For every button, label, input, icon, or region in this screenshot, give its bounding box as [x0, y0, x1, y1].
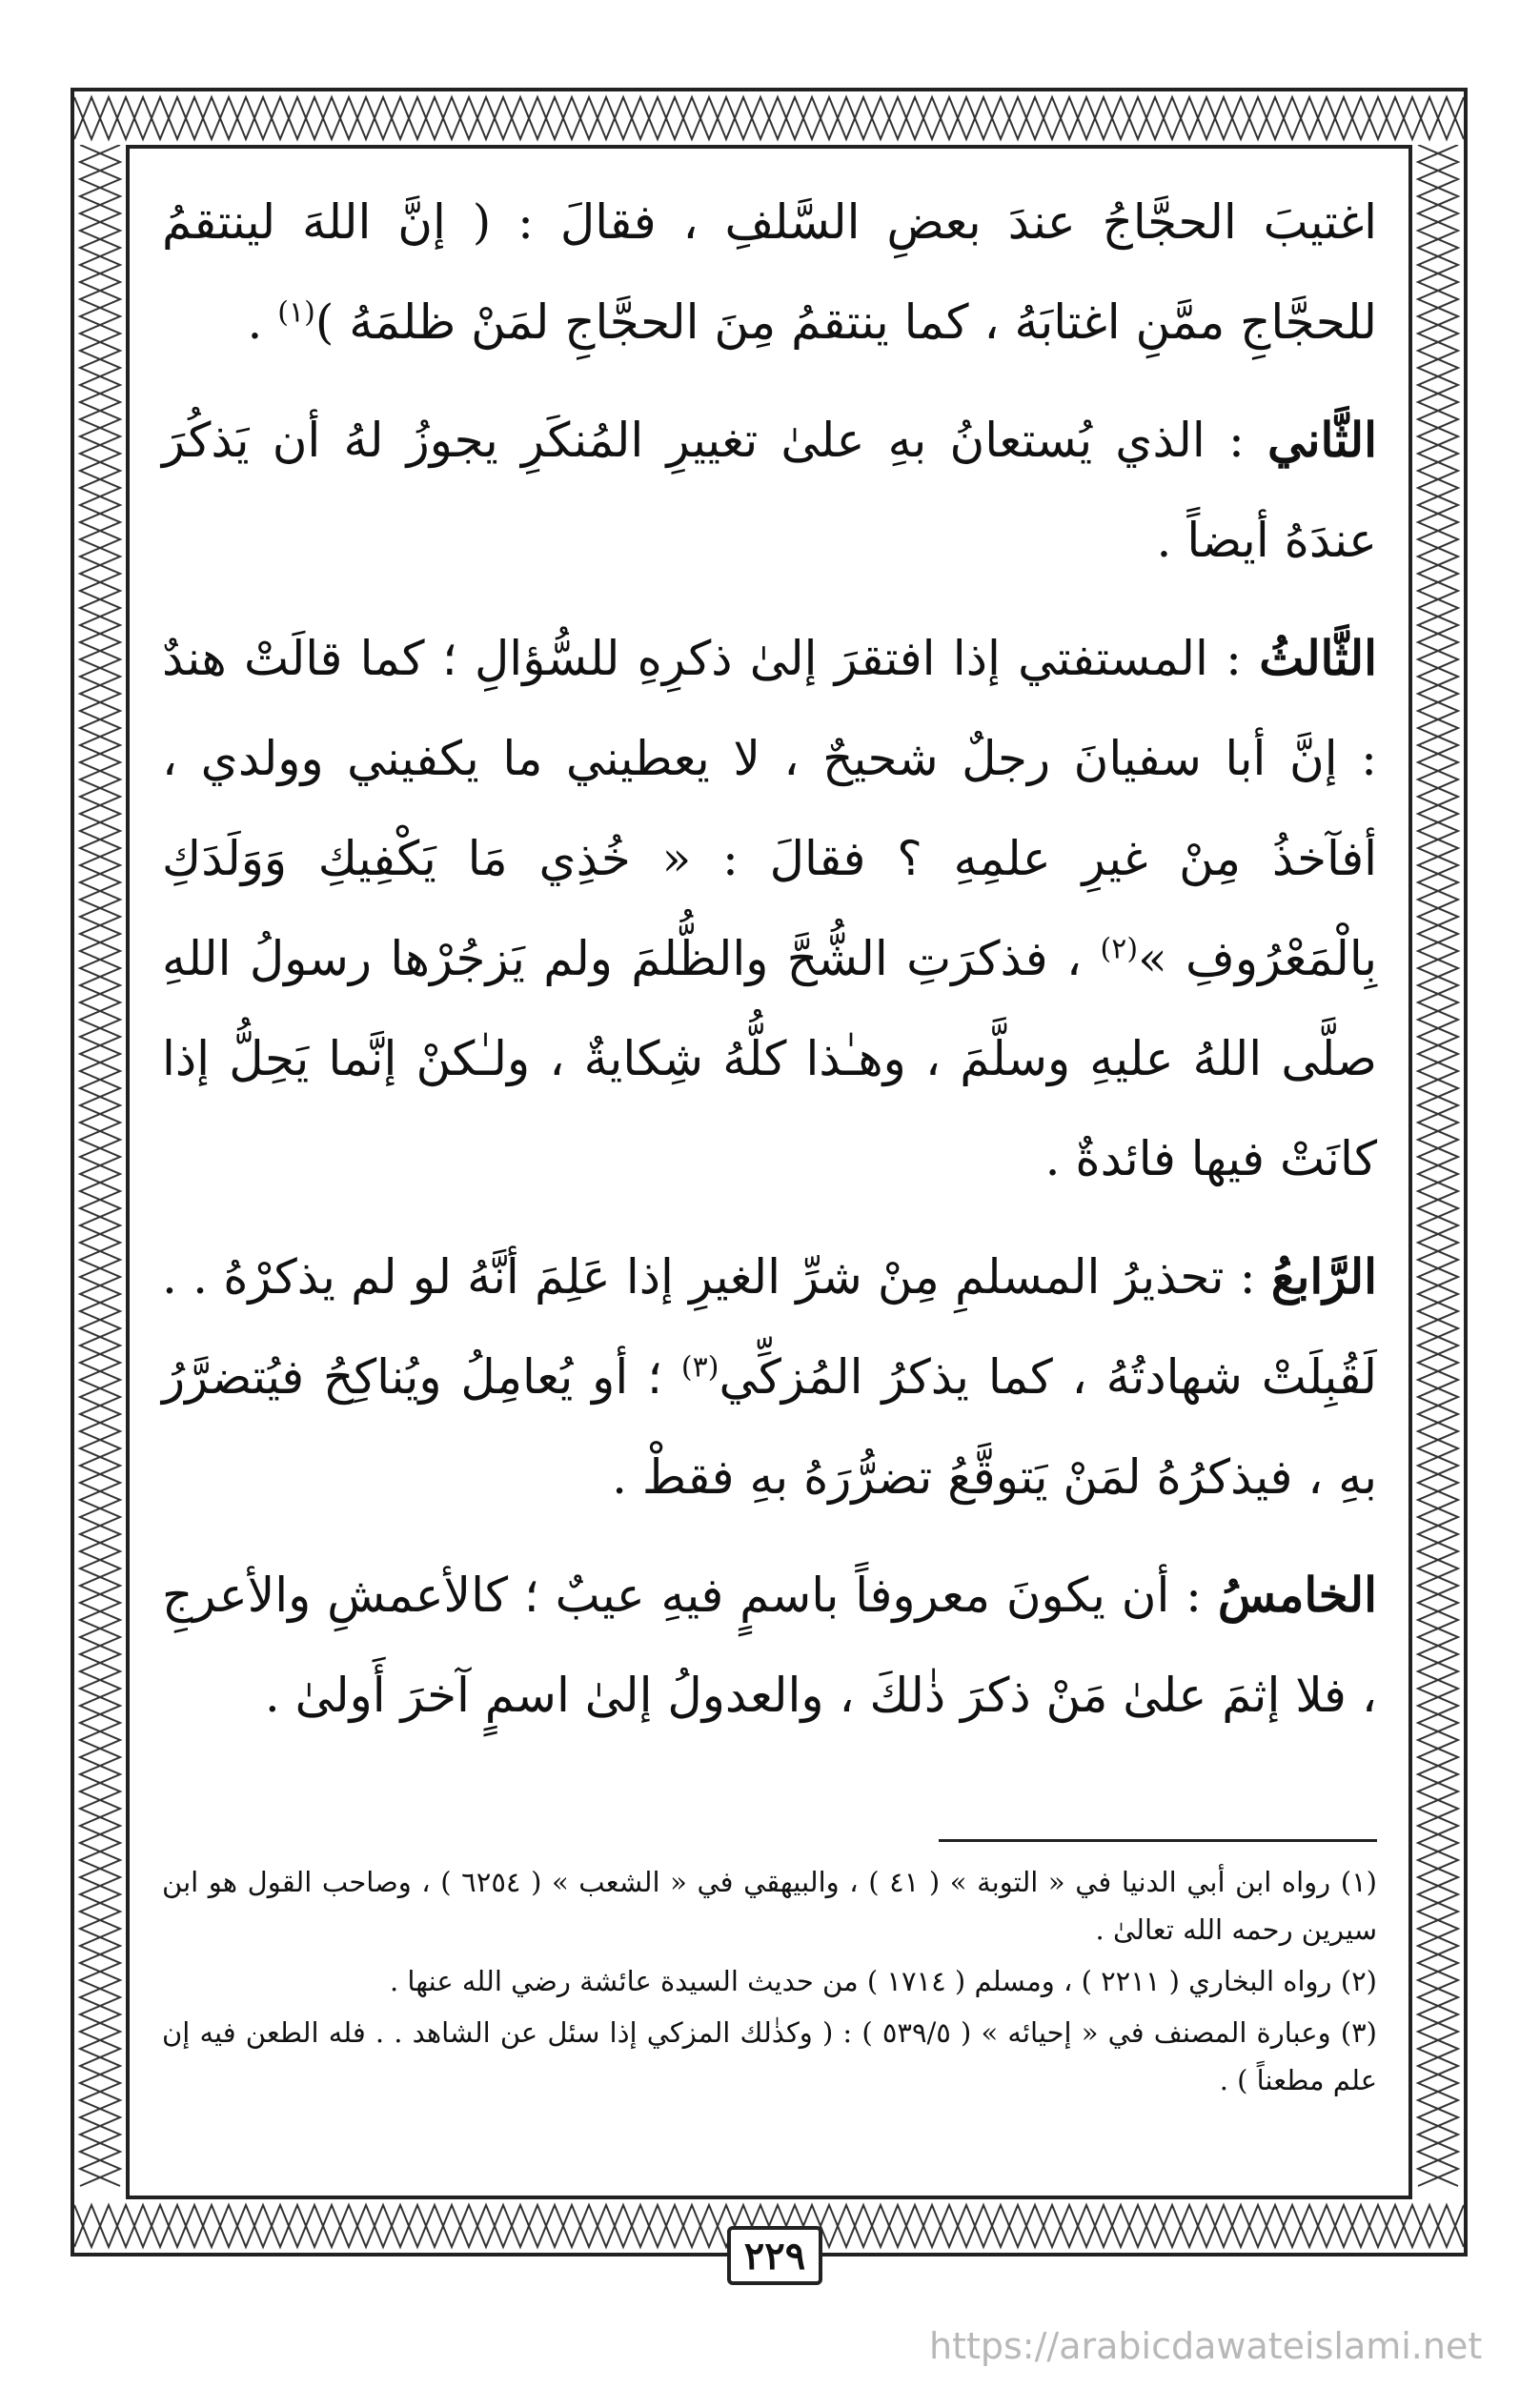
paragraph-lead: الثَّاني — [1266, 412, 1377, 468]
page-number: ٢٢٩ — [727, 2226, 822, 2285]
footnote-ref: (٣) — [680, 1350, 719, 1385]
paragraph-body: اغتيبَ الحجَّاجُ عندَ بعضِ السَّلفِ ، فقالَ : ( إنَّ اللهَ لينتقمُ للحجَّاجِ ممَّنِ اغتابَهُ ، كما ينتقمُ مِنَ الحجَّاجِ لمَنْ ظلمَهُ ) — [162, 194, 1377, 350]
ornament-left-border — [74, 145, 126, 2199]
footnote-2: (٢) رواه البخاري ( ٢٢١١ ) ، ومسلم ( ١٧١٤ ) من حديث السيدة عائشة رضي الله عنها . — [389, 1965, 1377, 1997]
footnote-ref: (١) — [277, 295, 315, 330]
footnote-1: (١) رواه ابن أبي الدنيا في « التوبة » ( ٤١ ) ، والبيهقي في « الشعب » ( ٦٢٥٤ ) ، وصاحب القول هو ابن سيرين رحمه الله تعالىٰ . — [162, 1866, 1377, 1946]
paragraph-5 — [162, 1545, 1377, 1746]
paragraph-lead: الرَّابعُ — [1270, 1248, 1377, 1305]
paragraph-2 — [162, 390, 1377, 591]
footnote-separator — [939, 1839, 1377, 1842]
paragraph-1 — [162, 172, 1377, 373]
footnotes — [162, 1858, 1377, 2108]
paragraph-tail: . — [247, 294, 278, 350]
paragraph-3 — [162, 608, 1377, 1209]
paragraph-body: : الذي يُستعانُ بهِ علىٰ تغييرِ المُنكَرِ يجوزُ لهُ أن يَذكُرَ عندَهُ أيضاً . — [162, 413, 1377, 568]
footnote-ref: (٢) — [1100, 932, 1139, 966]
paragraph-lead: الثَّالثُ — [1259, 630, 1377, 686]
watermark-url: https://arabicdawateislami.net — [929, 2325, 1483, 2367]
paragraph-4 — [162, 1226, 1377, 1528]
ornament-top-border — [74, 91, 1464, 145]
paragraph-body: : أن يكونَ معروفاً باسمٍ فيهِ عيبٌ ؛ كالأعمشِ والأعرجِ ، فلا إثمَ علىٰ مَنْ ذكرَ ذٰلكَ ، والعدولُ إلىٰ اسمٍ آخرَ أَولىٰ . — [162, 1568, 1377, 1723]
footnote-3: (٣) وعبارة المصنف في « إحيائه » ( ٥٣٩/٥ ) : ( وكذٰلك المزكي إذا سئل عن الشاهد . . فله الطعن فيه إن علم مطعناً ) . — [162, 2016, 1377, 2096]
ornament-right-border — [1412, 145, 1464, 2199]
paragraph-tail: ؛ أو يُعامِلُ ويُناكِحُ فيُتضرَّرُ بهِ ، فيذكرُهُ لمَنْ يَتوقَّعُ تضرُّرَهُ بهِ فقطْ . — [162, 1349, 1377, 1505]
paragraph-tail: ، فذكرَتِ الشُّحَّ والظُّلمَ ولم يَزجُرْها رسولُ اللهِ صلَّى اللهُ عليهِ وسلَّمَ ، وهـٰذا كلُّهُ شِكايةٌ ، ولـٰكنْ إنَّما يَحِلُّ إذا كانَتْ فيها فائدةٌ . — [162, 931, 1377, 1186]
paragraph-body: : المستفتي إذا افتقرَ إلىٰ ذكرِهِ للسُّؤالِ ؛ كما قالَتْ هندٌ : إنَّ أبا سفيانَ رجلٌ شحيحٌ ، لا يعطيني ما يكفيني وولدي ، أفآخذُ مِنْ غيرِ علمِهِ ؟ فقالَ : « خُذِي مَا يَكْفِيكِ وَوَلَدَكِ بِالْمَعْرُوفِ » — [162, 631, 1377, 986]
main-text — [162, 172, 1377, 1791]
paragraph-lead: الخامسُ — [1217, 1567, 1377, 1623]
paragraph-body: : تحذيرُ المسلمِ مِنْ شرِّ الغيرِ إذا عَلِمَ أنَّهُ لو لم يذكرْهُ . . لَقُبِلَتْ شهادتُهُ ، كما يذكرُ المُزكِّي — [162, 1249, 1377, 1405]
